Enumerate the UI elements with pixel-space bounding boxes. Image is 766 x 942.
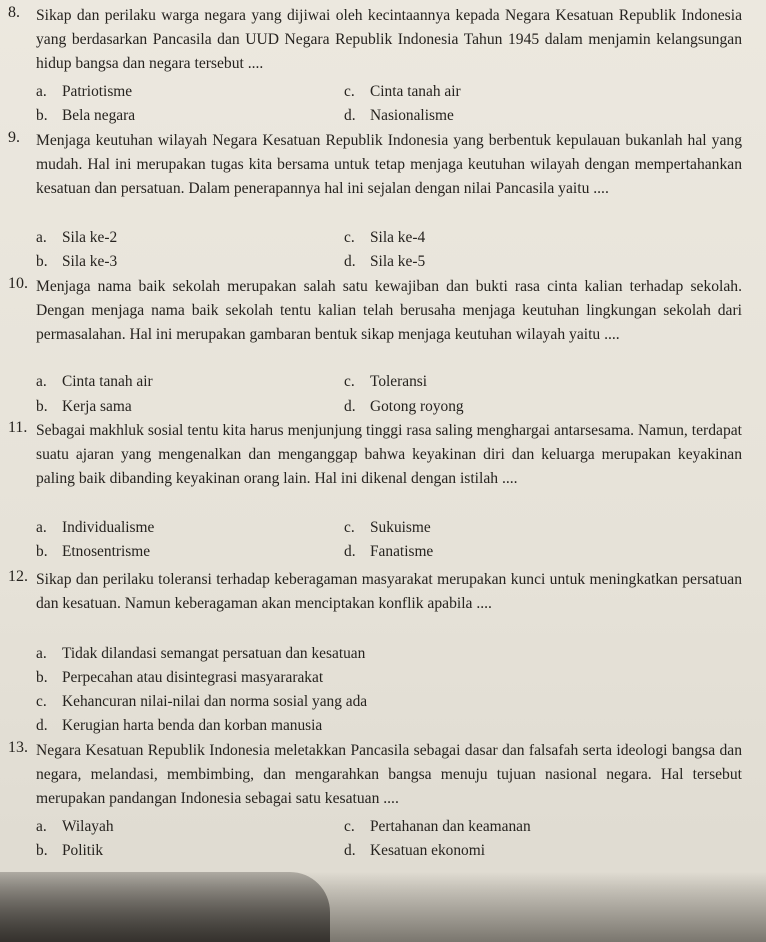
option-d: d. Fanatisme bbox=[344, 543, 434, 560]
option-d: d. Kesatuan ekonomi bbox=[344, 842, 485, 859]
option-c: c. Toleransi bbox=[344, 373, 428, 390]
option-d: d. Kerugian harta benda dan korban manusia bbox=[36, 717, 323, 734]
question-text: Sikap dan perilaku warga negara yang dijiwai oleh kecintaannya kepada Negara Kesatuan Republik Indonesia yang berdasarkan Pancasila dan UUD Negara Republik Indonesia Tahun 1945 dalam menjamin kelangsungan hidup bangsa dan negara tersebut .... bbox=[36, 7, 742, 72]
question-number: 10. bbox=[8, 275, 28, 292]
question-number: 11. bbox=[8, 419, 28, 436]
option-a: a. Patriotisme bbox=[36, 83, 133, 100]
option-d: d. Nasionalisme bbox=[344, 107, 454, 124]
question-text: Sikap dan perilaku toleransi terhadap keberagaman masyarakat merupakan kunci untuk meningkatkan persatuan dan kesatuan. Namun keberagaman akan menciptakan konflik apabila .... bbox=[36, 571, 742, 612]
option-b: b. Perpecahan atau disintegrasi masyararakat bbox=[36, 669, 324, 686]
question-text: Negara Kesatuan Republik Indonesia meletakkan Pancasila sebagai dasar dan falsafah serta ideologi bangsa dan negara, melandasi, membimbing, dan mengarahkan bangsa menuju tujuan nasional negara. Hal tersebut merupakan pandangan Indonesia sebagai satu kesatuan .... bbox=[36, 742, 742, 807]
question-text: Sebagai makhluk sosial tentu kita harus menjunjung tinggi rasa saling menghargai antarsesama. Namun, terdapat suatu ajaran yang mengenalkan dan menganggap bahwa keyakinan diri dan keluarga merupakan keyakinan paling baik dibanding keyakinan orang lain. Hal ini dikenal dengan istilah .... bbox=[36, 422, 742, 487]
question-number: 8. bbox=[8, 4, 20, 21]
question-number: 13. bbox=[8, 739, 28, 756]
option-d: d. Sila ke-5 bbox=[344, 253, 426, 270]
hand-shadow bbox=[0, 872, 330, 942]
option-a: a. Cinta tanah air bbox=[36, 373, 153, 390]
question-text: Menjaga keutuhan wilayah Negara Kesatuan Republik Indonesia yang berbentuk kepulauan bukanlah hal yang mudah. Hal ini merupakan tugas kita bersama untuk tetap menjaga keutuhan wilayah dengan mempertahankan kesatuan dan persatuan. Dalam penerapannya hal ini sejalan dengan nilai Pancasila yaitu .... bbox=[36, 132, 742, 197]
option-b: b. Etnosentrisme bbox=[36, 543, 151, 560]
option-a: a. Wilayah bbox=[36, 818, 114, 835]
option-b: b. Bela negara bbox=[36, 107, 136, 124]
option-a: a. Tidak dilandasi semangat persatuan dan kesatuan bbox=[36, 645, 366, 662]
question-number: 9. bbox=[8, 129, 20, 146]
option-b: b. Politik bbox=[36, 842, 104, 859]
option-a: a. Sila ke-2 bbox=[36, 229, 118, 246]
option-c: c. Pertahanan dan keamanan bbox=[344, 818, 531, 835]
option-b: b. Sila ke-3 bbox=[36, 253, 118, 270]
option-a: a. Individualisme bbox=[36, 519, 155, 536]
option-c: c. Kehancuran nilai-nilai dan norma sosial yang ada bbox=[36, 693, 368, 710]
question-text: Menjaga nama baik sekolah merupakan salah satu kewajiban dan bukti rasa cinta kalian terhadap sekolah. Dengan menjaga nama baik sekolah tentu kalian telah berusaha menjaga keutuhan lingkungan sekolah dari permasalahan. Hal ini merupakan gambaran bentuk sikap menjaga keutuhan wilayah yaitu .... bbox=[36, 278, 742, 343]
option-d: d. Gotong royong bbox=[344, 398, 464, 415]
question-number: 12. bbox=[8, 568, 28, 585]
option-c: c. Sukuisme bbox=[344, 519, 431, 536]
option-c: c. Sila ke-4 bbox=[344, 229, 426, 246]
option-b: b. Kerja sama bbox=[36, 398, 132, 415]
option-c: c. Cinta tanah air bbox=[344, 83, 461, 100]
